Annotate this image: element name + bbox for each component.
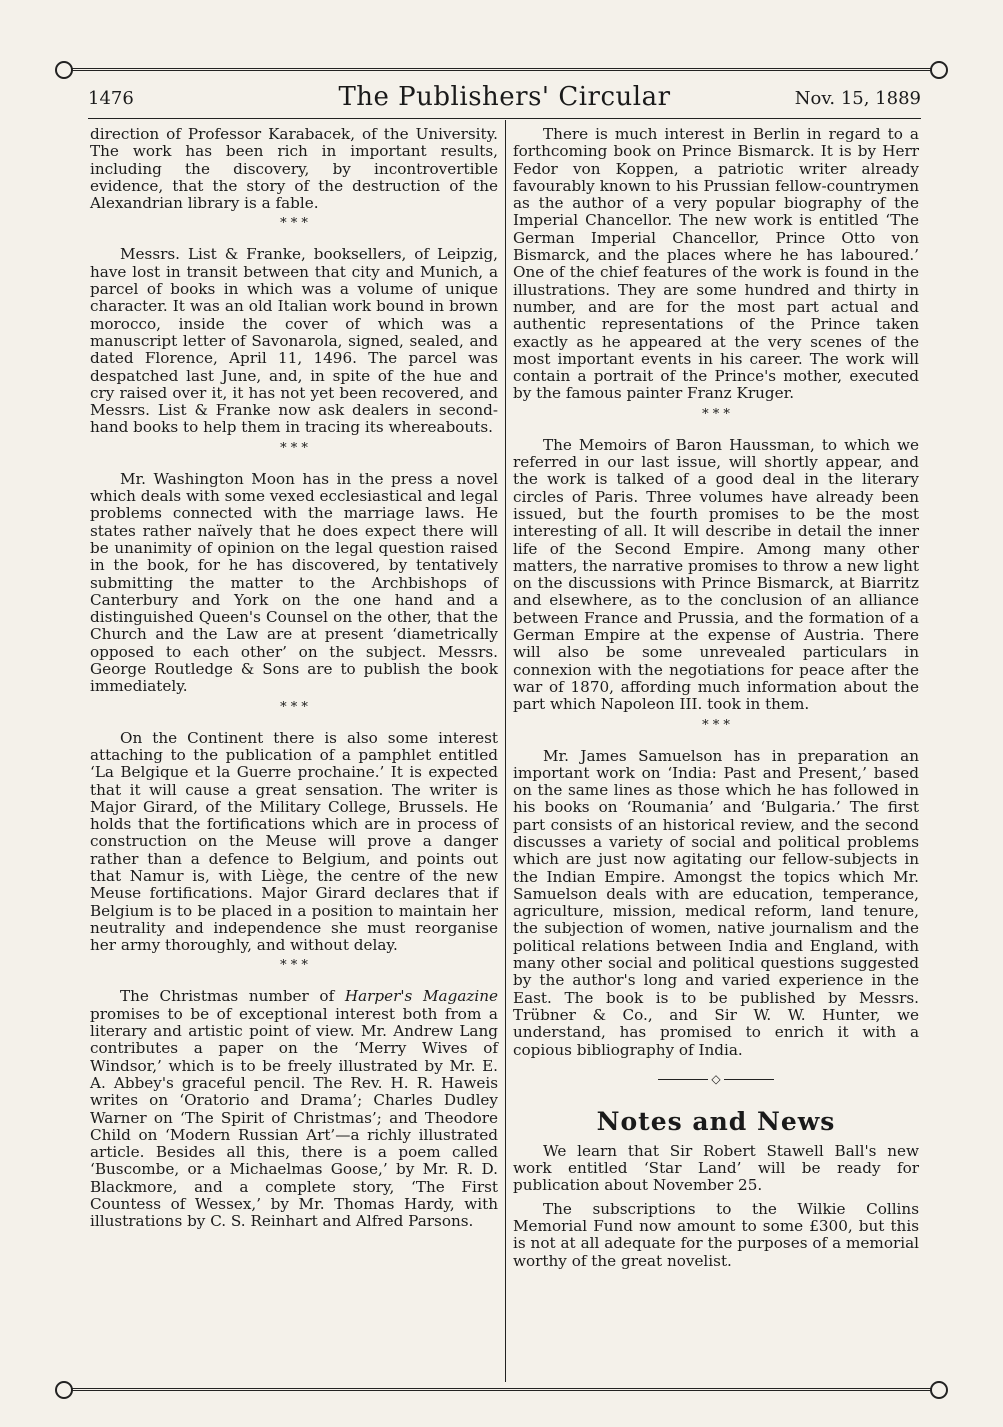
top-border-rule — [62, 68, 941, 71]
notes-and-news-heading: Notes and News — [596, 1106, 836, 1136]
article-paragraph: There is much interest in Berlin in regard to a forthcoming book on Prince Bismarck. It is by Herr Fedor von Koppen, a patriotic writer already favourably known to his Prussian fellow-countrymen as the author of a very popular biography of the Imperial Chancellor. The new work is entitled ‘The German Imperial Chancellor, Prince Otto von Bismarck, and the places where he has laboured.’ One of the chief features of the work is found in the illustrations. They are some hundred and thirty in number, and are for the most part actual and authentic representations of the Prince taken exactly as he appeared at the very scenes of the most important events in his career. The work will contain a portrait of the Prince's mother, executed by the famous painter Franz Kruger. — [513, 125, 919, 403]
magazine-title: Harper's Magazine — [344, 987, 498, 1006]
section-separator: * * * — [280, 699, 308, 715]
harpers-paragraph: The Christmas number of Harper's Magazine promises to be of exceptional interest both from a literary and artistic point of view. Mr. Andrew Lang contributes a paper on the ‘Merry Wives of Windsor,’ which is to be freely illustrated by Mr. E. A. Abbey's graceful pencil. The Rev. H. R. Haweis writes on ‘Oratorio and Drama’; Charles Dudley Warner on ‘The Spirit of Christmas’; and Theodore Child on ‘Modern Russian Art’—a richly illustrated article. Besides all this, there is a poem called ‘Buscombe, or a Michaelmas Goose,’ by Mr. R. D. Blackmore, and a complete story, ‘The First Countess of Wessex,’ by Mr. Thomas Hardy, with illustrations by C. S. Reinhart and Alfred Parsons. — [90, 987, 498, 1231]
article-paragraph: The Memoirs of Baron Haussman, to which we referred in our last issue, will shortly appear, and the work is talked of a good deal in the literary circles of Paris. Three volumes have already been issued, but the fourth promises to be the most interesting of all. It will describe in detail the inner life of the Second Empire. Among many other matters, the narrative promises to throw a new light on the discussions with Prince Bismarck, at Biarritz and elsewhere, as to the conclusion of an alliance between France and Prussia, and the formation of a German Empire at the expense of Austria. There will also be some unrevealed particulars in connexion with the negotiations for peace after the war of 1870, affording much information about the part which Napoleon III. took in them. — [513, 435, 919, 714]
section-separator: * * * — [702, 406, 730, 422]
corner-ornament-icon — [55, 61, 73, 79]
page-header — [88, 82, 921, 118]
corner-ornament-icon — [930, 1381, 948, 1399]
column-divider — [505, 120, 506, 1382]
corner-ornament-icon — [55, 1381, 73, 1399]
section-separator: * * * — [280, 440, 308, 456]
news-item: The subscriptions to the Wilkie Collins Memorial Fund now amount to some £300, but this is not at all adequate for the purposes of a memorial worthy of the great novelist. — [513, 1199, 919, 1270]
article-paragraph: Mr. James Samuelson has in preparation an important work on ‘India: Past and Present,’ based on the same lines as those which he has followed in his books on ‘Roumania’ and ‘Bulgaria.’ The first part consists of an historical review, and the second discusses a variety of social and political problems which are just now agitating our fellow-subjects in the Indian Empire. Amongst the topics which Mr. Samuelson deals with are education, temperance, agriculture, mission, medical reform, land tenure, the subjection of women, native journalism and the political relations between India and England, with many other social and political questions suggested by the author's long and varied experience in the East. The book is to be published by Messrs. Trübner & Co., and Sir W. W. Hunter, we understand, has promised to enrich it with a copious bibliography of India. — [513, 746, 919, 1059]
bottom-border-rule — [62, 1388, 941, 1391]
article-paragraph: On the Continent there is also some interest attaching to the publication of a pamphlet entitled ‘La Belgique et la Guerre prochaine.’ It is expected that it will cause a great sensation. The writer is Major Girard, of the Military College, Brussels. He holds that the fortifications which are in process of construction on the Meuse will prove a danger rather than a defence to Belgium, and points out that Namur is, with Liège, the centre of the new Meuse fortifications. Major Girard declares that if Belgium is to be placed in a position to maintain her neutrality and independence she must reorganise her army thoroughly, and without delay. — [90, 728, 498, 955]
issue-date: Nov. 15, 1889 — [794, 88, 921, 109]
header-rule — [88, 118, 921, 119]
corner-ornament-icon — [930, 61, 948, 79]
left-column — [90, 126, 498, 1231]
article-paragraph: Mr. Washington Moon has in the press a novel which deals with some vexed ecclesiastical and legal problems connected with the marriage laws. He states rather naïvely that he does expect there will be unanimity of opinion on the legal question raised in the book, for he has discovered, by tentatively submitting the matter to the Archbishops of Canterbury and York on the one hand and a distinguished Queen's Counsel on the other, that the Church and the Law are at present ‘diametrically opposed to each other’ on the subject. Messrs. George Routledge & Sons are to publish the book immediately. — [90, 469, 498, 696]
page-number: 1476 — [88, 88, 134, 109]
news-item: We learn that Sir Robert Stawell Ball's new work entitled ‘Star Land’ will be ready for publication about November 25. — [513, 1141, 919, 1195]
journal-title: The Publishers' Circular — [338, 82, 671, 112]
section-separator: * * * — [280, 216, 308, 232]
section-separator: * * * — [280, 958, 308, 974]
article-paragraph: Messrs. List & Franke, booksellers, of Leipzig, have lost in transit between that city and Munich, a parcel of books in which was a volume of unique character. It was an old Italian work bound in brown morocco, inside the cover of which was a manuscript letter of Savonarola, signed, sealed, and dated Florence, April 11, 1496. The parcel was despatched last June, and, in spite of the hue and cry raised over it, it has not yet been recovered, and Messrs. List & Franke now ask dealers in second-hand books to help them in tracing its whereabouts. — [90, 245, 498, 437]
section-separator: * * * — [702, 717, 730, 733]
article-paragraph: direction of Professor Karabacek, of the University. The work has been rich in important results, including the discovery, by incontrovertible evidence, that the story of the destruction of the Alexandrian library is a fable. — [90, 125, 498, 213]
right-column — [513, 126, 919, 1270]
ornamental-rule: ◇ — [513, 1073, 919, 1085]
